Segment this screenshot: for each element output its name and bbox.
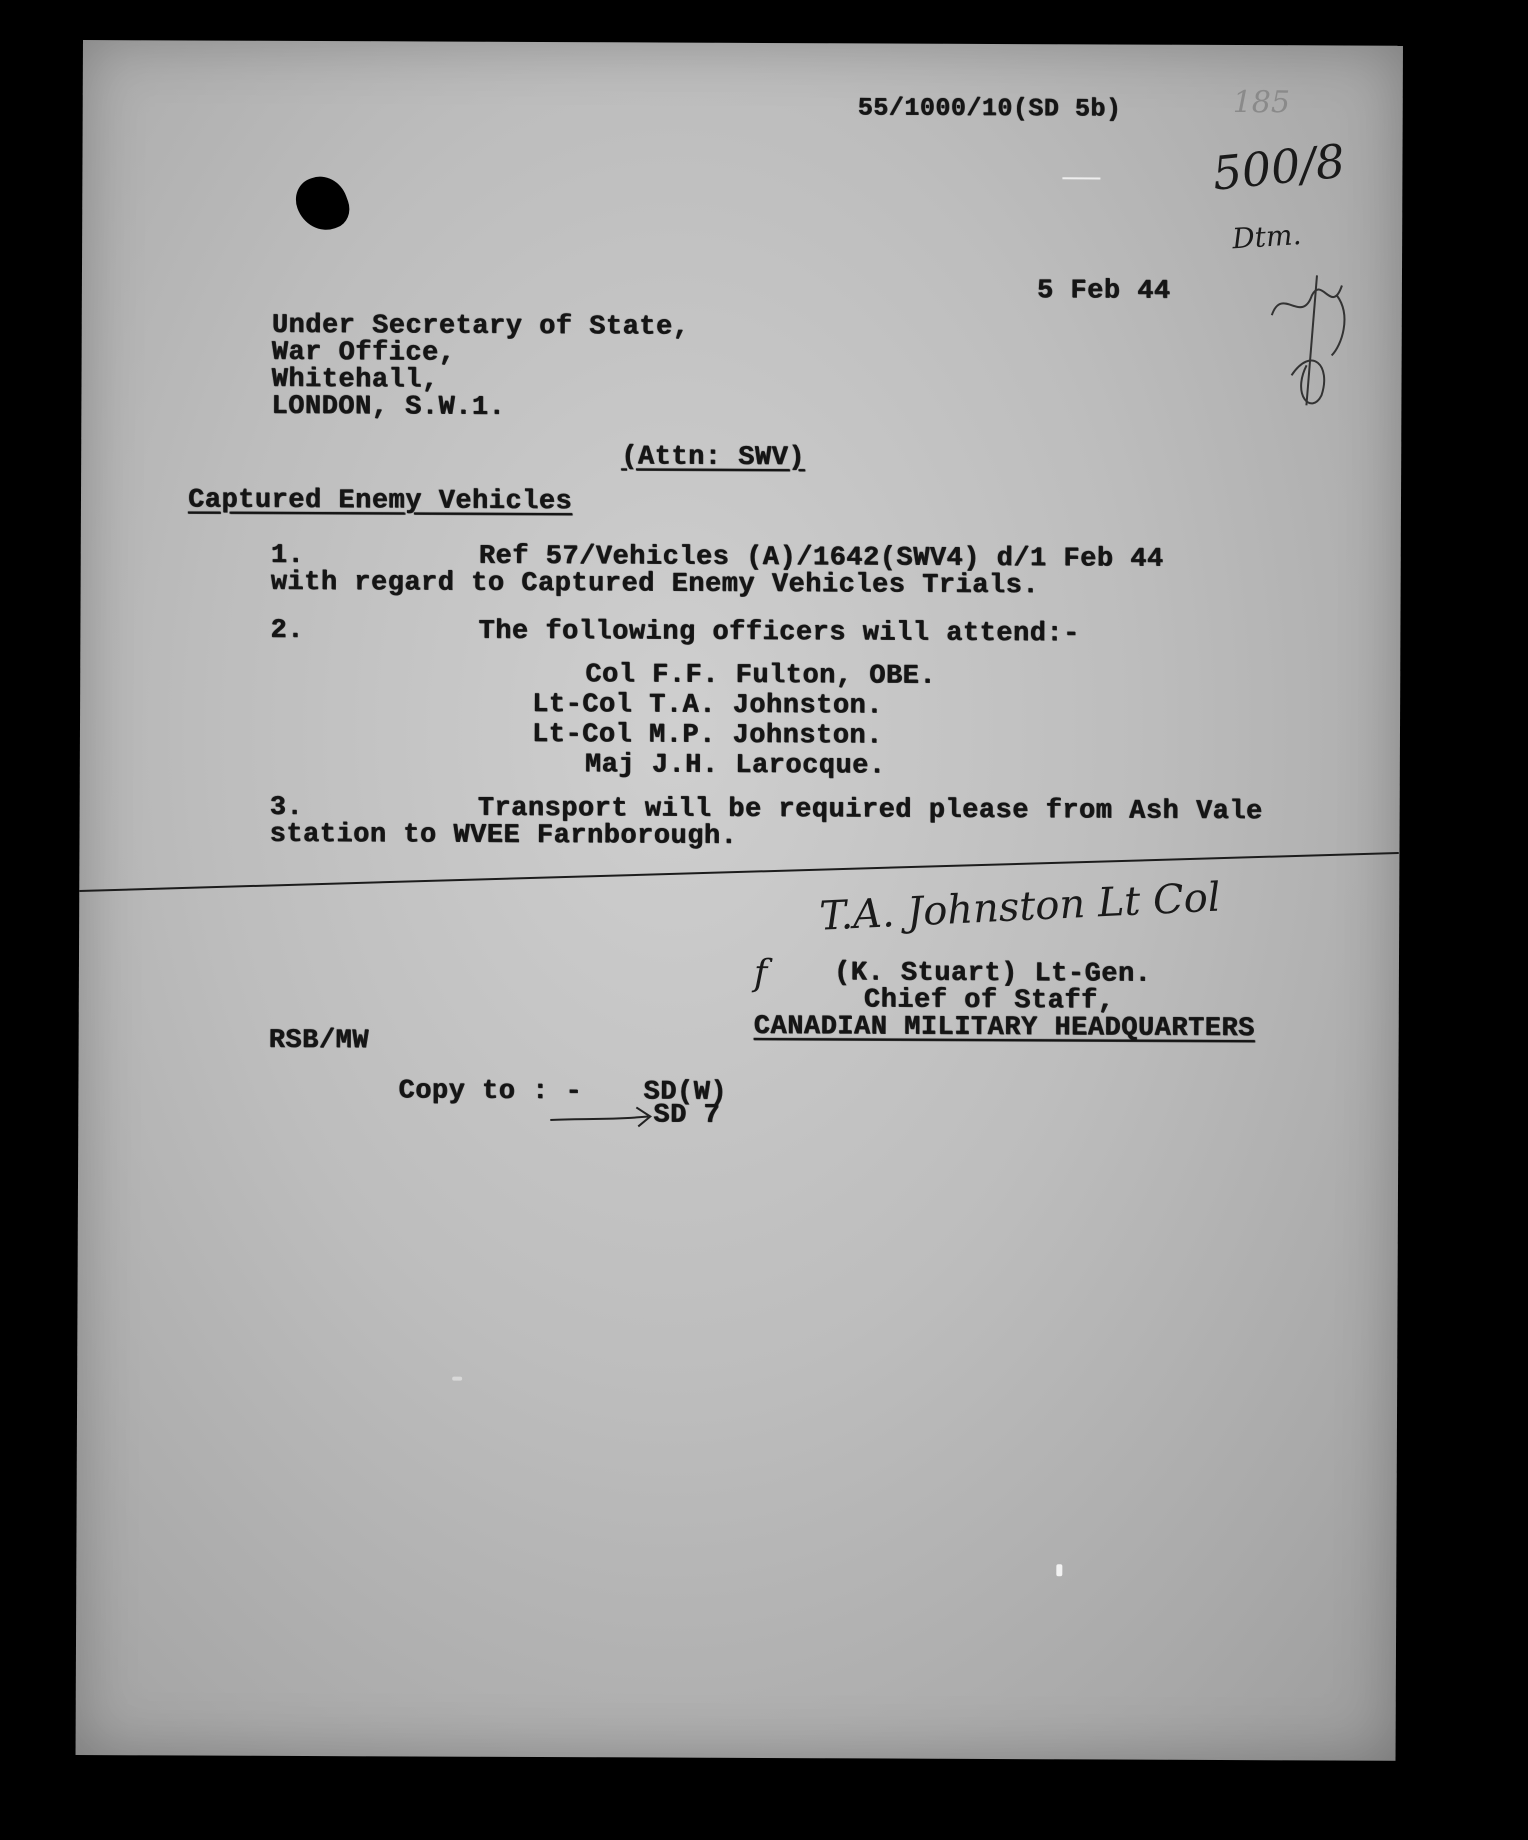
addressee-line-1: Under Secretary of State, [271,310,690,343]
officer-list-item: Lt-Col M.P. Johnston. [531,719,883,752]
attention-line: (Attn: SWV) [621,442,805,474]
paragraph-3-line-1: Transport will be required please from Ash Vale [477,793,1263,828]
handwritten-folio-number: 185 [1232,85,1291,121]
redaction-mark [1062,177,1100,179]
handwritten-arrow-icon [548,1102,658,1132]
scan-speck [452,1377,462,1381]
scan-speck [1056,1564,1062,1576]
handwritten-initials: Dtm. [1231,217,1303,256]
handwritten-mark: f [753,952,768,994]
signatory-name: (K. Stuart) Lt-Gen. [833,958,1152,990]
handwritten-scribble-mark [1261,255,1362,415]
paragraph-1-number: 1. [270,540,305,571]
paragraph-2-number: 2. [270,615,304,646]
subject-heading: Captured Enemy Vehicles [187,485,573,518]
punch-hole-blot [289,169,355,238]
paragraph-3-line-2: station to WVEE Farnborough. [269,819,738,852]
paragraph-1-line-2: with regard to Captured Enemy Vehicles Trials. [270,567,1040,602]
handwritten-file-number: 500/8 [1210,133,1348,201]
signatory-title: Chief of Staff, [863,985,1115,1017]
copy-recipient-2: SD 7 [653,1100,721,1131]
officer-list-item: Col F.F. Fulton, OBE. [585,660,937,692]
addressee-line-2: War Office, [271,337,456,369]
paragraph-3-number: 3. [269,792,304,823]
handwritten-signature: T.A. Johnston Lt Col [818,874,1222,940]
officer-list-item: Lt-Col T.A. Johnston. [532,689,883,722]
letter-date: 5 Feb 44 [1036,276,1171,307]
addressee-line-4: LONDON, S.W.1. [271,391,506,423]
reference-initials: RSB/MW [268,1025,369,1057]
officer-list-item: Maj J.H. Larocque. [584,750,886,782]
document-page [76,40,1403,1761]
addressee-line-3: Whitehall, [271,364,439,396]
file-reference: 55/1000/10(SD 5b) [857,93,1122,124]
signatory-organization: CANADIAN MILITARY HEADQUARTERS [753,1011,1255,1045]
paragraph-1-line-1: Ref 57/Vehicles (A)/1642(SWV4) d/1 Feb 44 [478,541,1164,575]
copy-recipient-1: SD(W) [643,1077,727,1108]
copy-to-label: Copy to : - [398,1076,583,1108]
paragraph-2-text: The following officers will attend:- [478,616,1080,650]
